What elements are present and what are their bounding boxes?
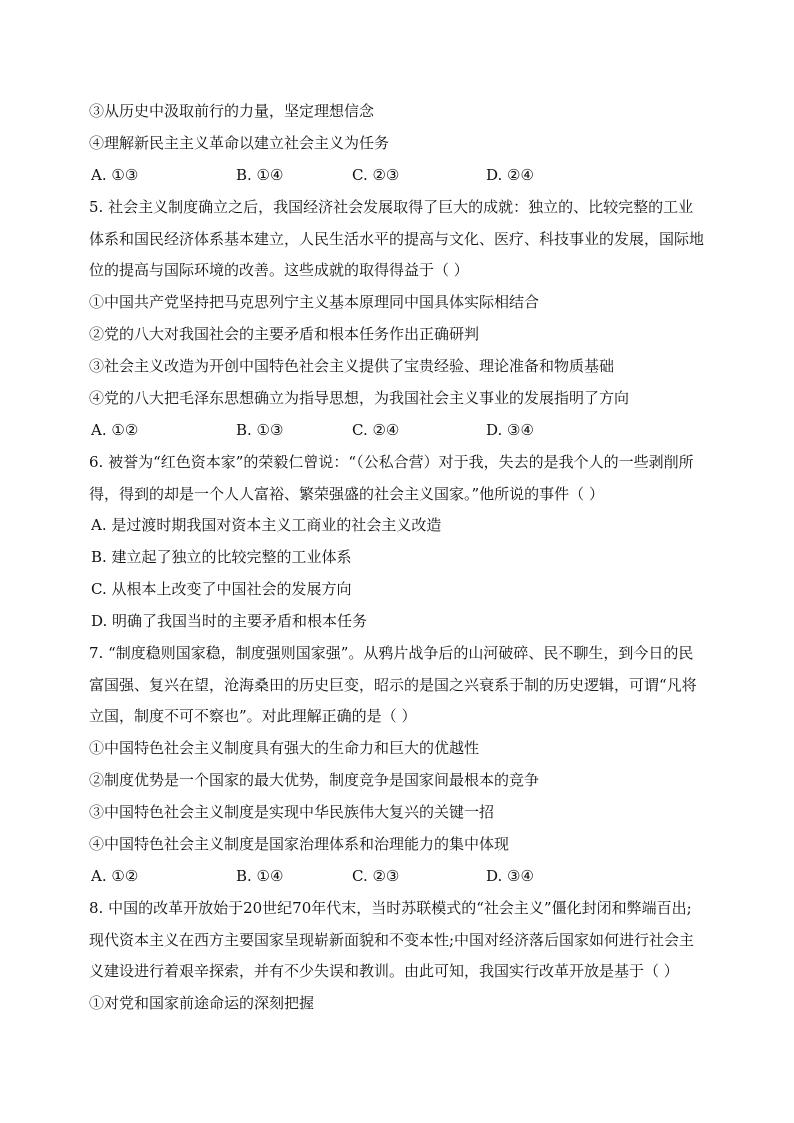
question-7-line-1: 7. “制度稳则国家稳，制度强则国家强”。从鸦片战争后的山河破碎、民不聊生，到今日的民 [89,644,694,662]
statement-3: ③中国特色社会主义制度是实现中华民族伟大复兴的关键一招 [89,803,495,821]
statement-4: ④理解新民主主义革命以建立社会主义为任务 [89,134,390,152]
option-c: C. 从根本上改变了中国社会的发展方向 [91,580,352,598]
option-d: D. ③④ [486,421,534,439]
question-8-line-3: 义建设进行着艰辛探索，并有不少失误和教训。由此可知，我国实行改革开放是基于（ ） [89,962,679,980]
option-c: C. ②③ [352,867,400,885]
statement-3: ③社会主义改造为开创中国特色社会主义提供了宝贵经验、理论准备和物质基础 [89,357,615,375]
option-a: A. ①③ [91,166,139,184]
option-b: B. ①④ [236,166,284,184]
statement-1: ①中国共产党坚持把马克思列宁主义基本原理同中国具体实际相结合 [89,293,540,311]
statement-2: ②党的八大对我国社会的主要矛盾和根本任务作出正确研判 [89,325,480,343]
statement-4: ④党的八大把毛泽东思想确立为指导思想，为我国社会主义事业的发展指明了方向 [89,389,630,407]
statement-2: ②制度优势是一个国家的最大优势，制度竞争是国家间最根本的竞争 [89,771,540,789]
option-a: A. ①② [91,421,139,439]
question-8-line-2: 现代资本主义在西方主要国家呈现崭新面貌和不变本性;中国对经济落后国家如何进行社会主 [89,931,695,949]
question-6-line-1: 6. 被誉为“红色资本家”的荣毅仁曾说：“（公私合营）对于我，失去的是我个人的一些剥削所 [89,453,694,471]
question-7-line-2: 富国强、复兴在望，沧海桑田的历史巨变，昭示的是国之兴衰系于制的历史逻辑，可谓“凡将 [89,676,697,694]
option-d: D. ②④ [486,166,534,184]
question-6-line-2: 得，得到的却是一个人人富裕、繁荣强盛的社会主义国家。”他所说的事件（ ） [89,485,604,503]
option-a: A. ①② [91,867,139,885]
question-5-line-3: 位的提高与国际环境的改善。这些成就的取得得益于（ ） [89,261,469,279]
question-5-line-1: 5. 社会主义制度确立之后，我国经济社会发展取得了巨大的成就：独立的、比较完整的工业 [89,198,694,216]
option-b: B. ①③ [236,421,284,439]
option-d: D. ③④ [486,867,534,885]
option-a: A. 是过渡时期我国对资本主义工商业的社会主义改造 [91,516,442,534]
option-c: C. ②④ [352,421,400,439]
option-d: D. 明确了我国当时的主要矛盾和根本任务 [91,612,368,630]
statement-4: ④中国特色社会主义制度是国家治理体系和治理能力的集中体现 [89,835,510,853]
question-8-line-1: 8. 中国的改革开放始于20世纪70年代末，当时苏联模式的“社会主义”僵化封闭和弊端百出; [89,899,692,917]
question-7-line-3: 立国，制度不可不察也”。对此理解正确的是（ ） [89,707,417,725]
option-b: B. 建立起了独立的比较完整的工业体系 [91,548,352,566]
option-c: C. ②③ [352,166,400,184]
statement-1: ①对党和国家前途命运的深刻把握 [89,994,315,1012]
question-5-line-2: 体系和国民经济体系基本建立，人民生活水平的提高与文化、医疗、科技事业的发展，国际地 [89,230,705,248]
statement-1: ①中国特色社会主义制度具有强大的生命力和巨大的优越性 [89,739,480,757]
option-b: B. ①④ [236,867,284,885]
statement-3: ③从历史中汲取前行的力量，坚定理想信念 [89,102,375,120]
